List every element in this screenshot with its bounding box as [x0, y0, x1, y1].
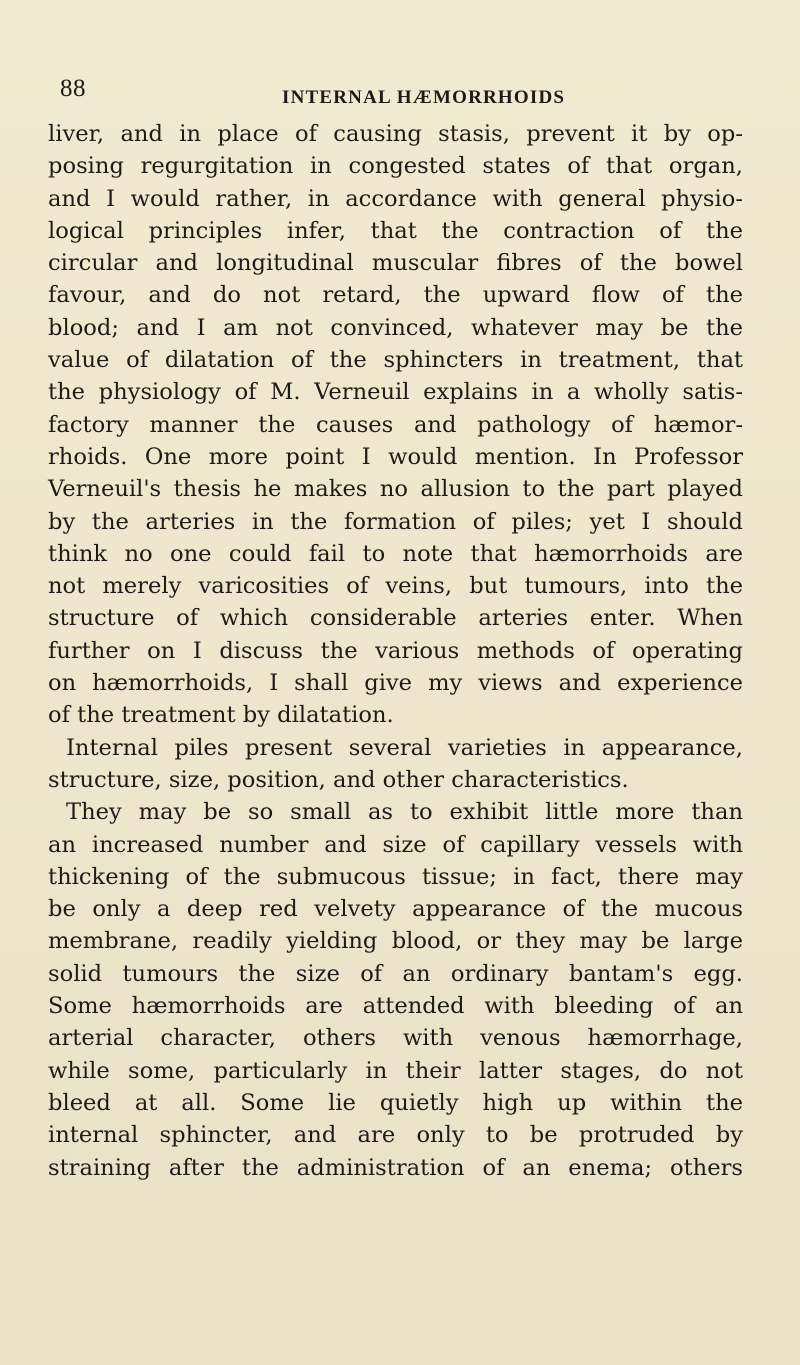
text-line: blood; and I am not convinced, whatever may be the [48, 314, 743, 341]
text-line: liver, and in place of causing stasis, prevent it by op- [48, 121, 743, 147]
text-line: further on I discuss the various methods of operating [48, 637, 743, 664]
text-line: membrane, readily yielding blood, or they may be large [48, 928, 743, 955]
text-line: circular and longitudinal muscular fibres of the bowel [48, 250, 743, 277]
text-line: solid tumours the size of an ordinary bantam's egg. [48, 960, 743, 987]
text-line: Some hæmorrhoids are attended with bleeding of an [48, 993, 743, 1020]
text-line: structure, size, position, and other characteristics. [48, 766, 629, 793]
text-line: straining after the administration of an enema; others [48, 1154, 743, 1181]
text-line: be only a deep red velvety appearance of the mucous [48, 896, 743, 923]
text-line: arterial character, others with venous hæmorrhage, [48, 1025, 743, 1052]
text-line: Internal piles present several varieties in appearance, [66, 734, 743, 761]
text-line: and I would rather, in accordance with general physio- [48, 185, 743, 212]
text-line: thickening of the submucous tissue; in fact, there may [48, 863, 743, 890]
text-line: on hæmorrhoids, I shall give my views and experience [48, 670, 743, 697]
text-line: by the arteries in the formation of piles; yet I should [48, 508, 743, 535]
running-head: INTERNAL HÆMORRHOIDS [282, 87, 566, 108]
text-line: the physiology of M. Verneuil explains in a wholly satis- [48, 379, 743, 406]
text-line: not merely varicosities of veins, but tumours, into the [48, 573, 743, 600]
text-line: logical principles infer, that the contraction of the [48, 217, 743, 244]
body-text [48, 118, 743, 1184]
text-line: structure of which considerable arteries enter. When [48, 605, 743, 632]
text-line: factory manner the causes and pathology of hæmor- [48, 411, 743, 438]
text-line: They may be so small as to exhibit little more than [66, 799, 743, 826]
text-line: while some, particularly in their latter stages, do not [48, 1057, 743, 1084]
text-line: think no one could fail to note that hæmorrhoids are [48, 540, 743, 567]
page-number: 88 [60, 75, 86, 102]
text-line: value of dilatation of the sphincters in treatment, that [48, 347, 743, 374]
text-line: favour, and do not retard, the upward flow of the [48, 282, 743, 309]
text-line: rhoids. One more point I would mention. In Professor [48, 443, 743, 470]
text-line: posing regurgitation in congested states of that organ, [48, 153, 743, 180]
text-line: bleed at all. Some lie quietly high up within the [48, 1089, 743, 1116]
text-line: Verneuil's thesis he makes no allusion to the part played [48, 476, 743, 503]
text-line: internal sphincter, and are only to be protruded by [48, 1122, 743, 1149]
text-line: of the treatment by dilatation. [48, 702, 394, 729]
text-line: an increased number and size of capillary vessels with [48, 831, 743, 858]
